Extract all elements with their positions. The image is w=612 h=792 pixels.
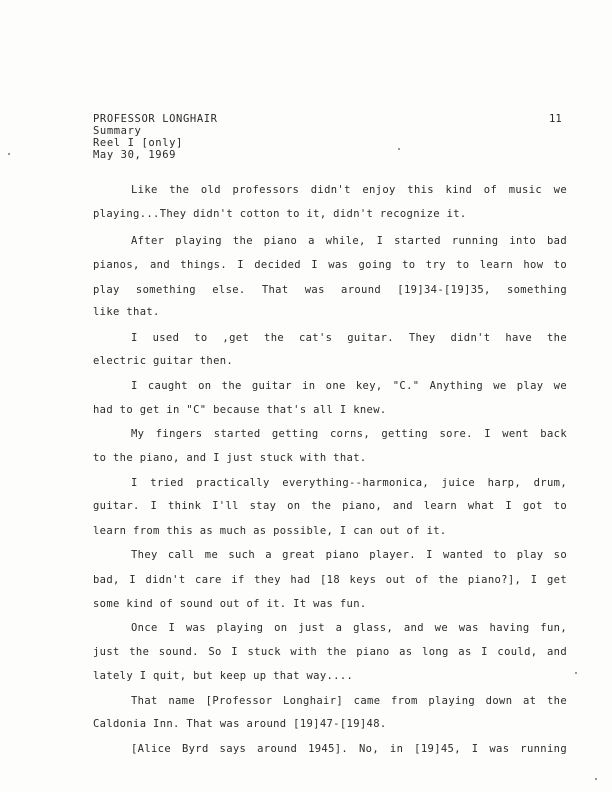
header-date: May 30, 1969 [93,149,177,161]
text-line: That name [Professor Longhair] came from playing down at the [131,695,567,707]
text-line: lately I quit, but keep up that way.... [93,670,354,682]
text-line: My fingers started getting corns, getting sore. I went back [131,428,567,440]
text-line: guitar. I think I'll stay on the piano, and learn what I got to [93,500,567,512]
text-line: Caldonia Inn. That was around [19]47-[19]48. [93,718,387,730]
text-line: play something else. That was around [19]34-[19]35, something [93,284,567,296]
header-title: PROFESSOR LONGHAIR [93,113,218,125]
text-line: I used to ,get the cat's guitar. They didn't have the [131,332,567,344]
text-line: learn from this as much as possible, I can out of it. [93,525,447,537]
scan-speck [575,672,577,674]
text-line: playing...They didn't cotton to it, didn't recognize it. [93,208,467,220]
text-line: bad, I didn't care if they had [18 keys out of the piano?], I get [93,574,567,586]
text-line: I tried practically everything--harmonica, juice harp, drum, [131,477,567,489]
header-summary: Summary [93,125,142,137]
header-reel: Reel I [only] [93,137,183,149]
text-line: some kind of sound out of it. It was fun. [93,598,367,610]
text-line: Like the old professors didn't enjoy this kind of music we [131,184,567,196]
scan-speck [8,153,10,155]
text-line: I caught on the guitar in one key, "C." Anything we play we [131,380,567,392]
text-line: to the piano, and I just stuck with that. [93,452,367,464]
text-line: electric guitar then. [93,355,234,367]
text-line: They call me such a great piano player. I wanted to play so [131,549,567,561]
text-line: just the sound. So I stuck with the piano as long as I could, and [93,646,567,658]
page-number: 11 [549,113,562,125]
text-line: [Alice Byrd says around 1945]. No, in [19]45, I was running [131,743,567,755]
text-line: Once I was playing on just a glass, and we was having fun, [131,622,567,634]
text-line: had to get in "C" because that's all I knew. [93,404,387,416]
text-line: After playing the piano a while, I started running into bad [131,235,567,247]
text-line: pianos, and things. I decided I was going to try to learn how to [93,259,567,271]
scan-speck [595,778,597,780]
text-line: like that. [93,306,160,318]
scan-speck [398,148,400,150]
